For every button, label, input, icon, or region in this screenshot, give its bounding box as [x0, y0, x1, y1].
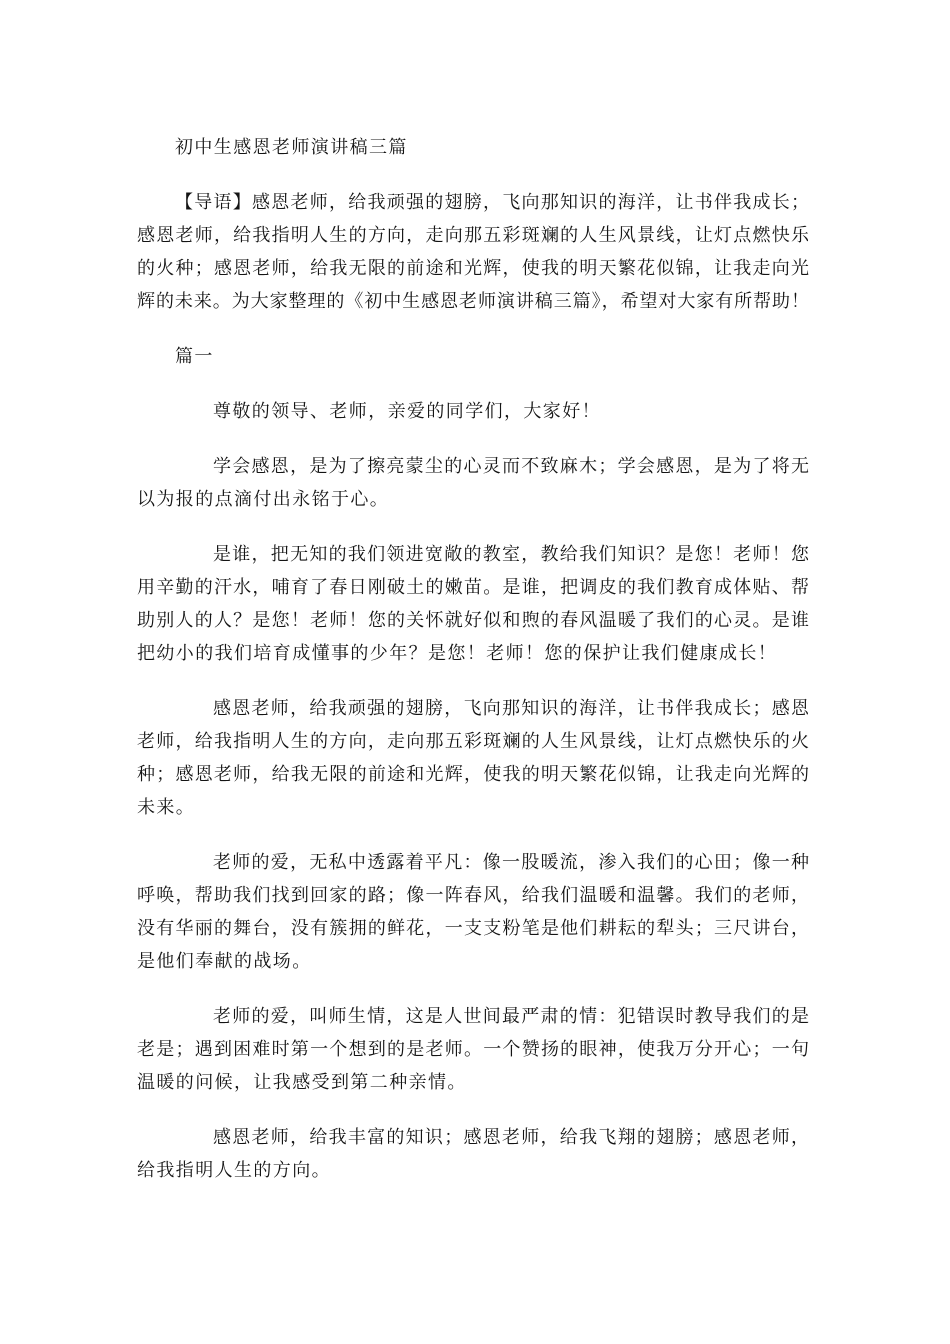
- text-line: 把幼小的我们培育成懂事的少年？是您！老师！您的保护让我们健康成长！: [137, 643, 778, 664]
- paragraph: [137, 846, 809, 978]
- text-line: 没有华丽的舞台，没有簇拥的鲜花，一支支粉笔是他们耕耘的犁头；三尺讲台，: [137, 918, 809, 939]
- text-line: 种；感恩老师，给我无限的前途和光辉，使我的明天繁花似锦，让我走向光辉的: [137, 764, 809, 785]
- document-title: [137, 131, 809, 164]
- text-line: 老师的爱，无私中透露着平凡：像一股暖流，渗入我们的心田；像一种: [213, 852, 809, 873]
- document-body: [137, 131, 809, 1209]
- text-line: 温暖的问候，让我感受到第二种亲情。: [137, 1072, 467, 1093]
- text-line: 的火种；感恩老师，给我无限的前途和光辉，使我的明天繁花似锦，让我走向光: [137, 258, 809, 279]
- text-line: 老是；遇到困难时第一个想到的是老师。一个赞扬的眼神，使我万分开心；一句: [137, 1039, 809, 1060]
- title-line: 初中生感恩老师演讲稿三篇: [175, 137, 408, 158]
- paragraph: [137, 395, 809, 428]
- paragraph: [137, 1000, 809, 1099]
- paragraph: [137, 1121, 809, 1187]
- intro-paragraph: [137, 186, 809, 318]
- text-line: 是谁，把无知的我们领进宽敞的教室，教给我们知识？是您！老师！您: [213, 544, 809, 565]
- text-line: 辉的未来。为大家整理的《初中生感恩老师演讲稿三篇》，希望对大家有所帮助！: [137, 291, 809, 312]
- text-line: 呼唤，帮助我们找到回家的路；像一阵春风，给我们温暖和温馨。我们的老师，: [137, 885, 809, 906]
- text-line: 用辛勤的汗水，哺育了春日刚破土的嫩苗。是谁，把调皮的我们教育成体贴、帮: [137, 577, 809, 598]
- paragraph: [137, 538, 809, 670]
- paragraph: [137, 692, 809, 824]
- text-line: 老师的爱，叫师生情，这是人世间最严肃的情：犯错误时教导我们的是: [213, 1006, 809, 1027]
- text-line: 尊敬的领导、老师，亲爱的同学们，大家好！: [213, 401, 601, 422]
- text-line: 感恩老师，给我顽强的翅膀，飞向那知识的海洋，让书伴我成长；感恩: [213, 698, 809, 719]
- text-line: 【导语】感恩老师，给我顽强的翅膀，飞向那知识的海洋，让书伴我成长；: [175, 192, 809, 213]
- text-line: 助别人的人？是您！老师！您的关怀就好似和煦的春风温暖了我们的心灵。是谁: [137, 610, 809, 631]
- section-heading: [137, 340, 809, 373]
- text-line: 老师，给我指明人生的方向，走向那五彩斑斓的人生风景线，让灯点燃快乐的火: [137, 731, 809, 752]
- section-heading-text: 篇一: [175, 346, 214, 367]
- paragraph: [137, 450, 809, 516]
- text-line: 未来。: [137, 797, 196, 818]
- text-line: 给我指明人生的方向。: [137, 1160, 331, 1181]
- text-line: 感恩老师，给我丰富的知识；感恩老师，给我飞翔的翅膀；感恩老师，: [213, 1127, 809, 1148]
- text-line: 感恩老师，给我指明人生的方向，走向那五彩斑斓的人生风景线，让灯点燃快乐: [137, 225, 809, 246]
- text-line: 是他们奉献的战场。: [137, 951, 312, 972]
- text-line: 学会感恩，是为了擦亮蒙尘的心灵而不致麻木；学会感恩，是为了将无: [213, 456, 809, 477]
- text-line: 以为报的点滴付出永铭于心。: [137, 489, 390, 510]
